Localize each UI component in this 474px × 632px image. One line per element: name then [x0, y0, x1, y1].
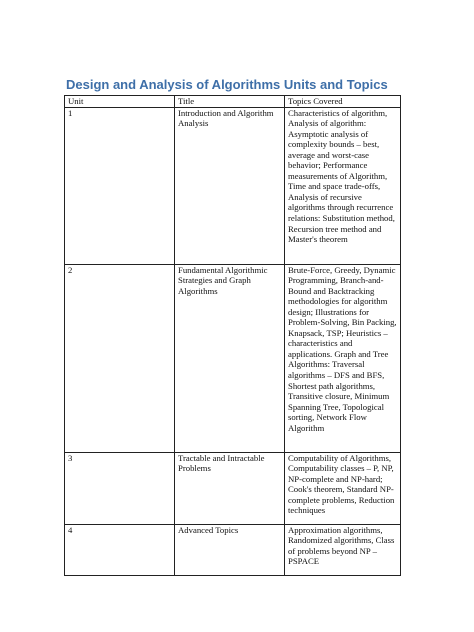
unit-title-cell: Advanced Topics [175, 524, 285, 575]
unit-title-cell: Introduction and Algorithm Analysis [175, 107, 285, 264]
header-title: Title [175, 96, 285, 108]
topics-cell: Brute-Force, Greedy, Dynamic Programming, Branch-and-Bound and Backtracking methodologies for algorithm design; Illustrations for Problem-Solving, Bin Packing, Knapsack, TSP; Heuristics – characteristics and applications. Graph and Tree Algorithms: Traversal algorithms – DFS and BFS, Shortest path algorithms, Transitive closure, Minimum Spanning Tree, Topological sorting, Network Flow Algorithm [285, 264, 401, 452]
units-table [64, 95, 401, 576]
table-header [65, 96, 401, 108]
unit-number-cell: 1 [65, 107, 175, 264]
document-title: Design and Analysis of Algorithms Units and Topics [66, 77, 388, 92]
table-row [65, 264, 401, 452]
header-row [65, 96, 401, 108]
topics-cell: Approximation algorithms, Randomized algorithms, Class of problems beyond NP – PSPACE [285, 524, 401, 575]
header-topics: Topics Covered [285, 96, 401, 108]
topics-cell: Characteristics of algorithm, Analysis of algorithm: Asymptotic analysis of complexity bounds – best, average and worst-case behavior; Performance measurements of Algorithm, Time and space trade-offs, Analysis of recursive algorithms through recurrence relations: Substitution method, Recursion tree method and Master's theorem [285, 107, 401, 264]
unit-number-cell: 3 [65, 452, 175, 524]
unit-number-cell: 4 [65, 524, 175, 575]
table-row [65, 524, 401, 575]
topics-cell: Computability of Algorithms, Computability classes – P, NP, NP-complete and NP-hard; Cook's theorem, Standard NP-complete problems, Reduction techniques [285, 452, 401, 524]
header-unit: Unit [65, 96, 175, 108]
unit-number-cell: 2 [65, 264, 175, 452]
table-row [65, 452, 401, 524]
table-body [65, 107, 401, 575]
unit-title-cell: Tractable and Intractable Problems [175, 452, 285, 524]
unit-title-cell: Fundamental Algorithmic Strategies and Graph Algorithms [175, 264, 285, 452]
table-row [65, 107, 401, 264]
